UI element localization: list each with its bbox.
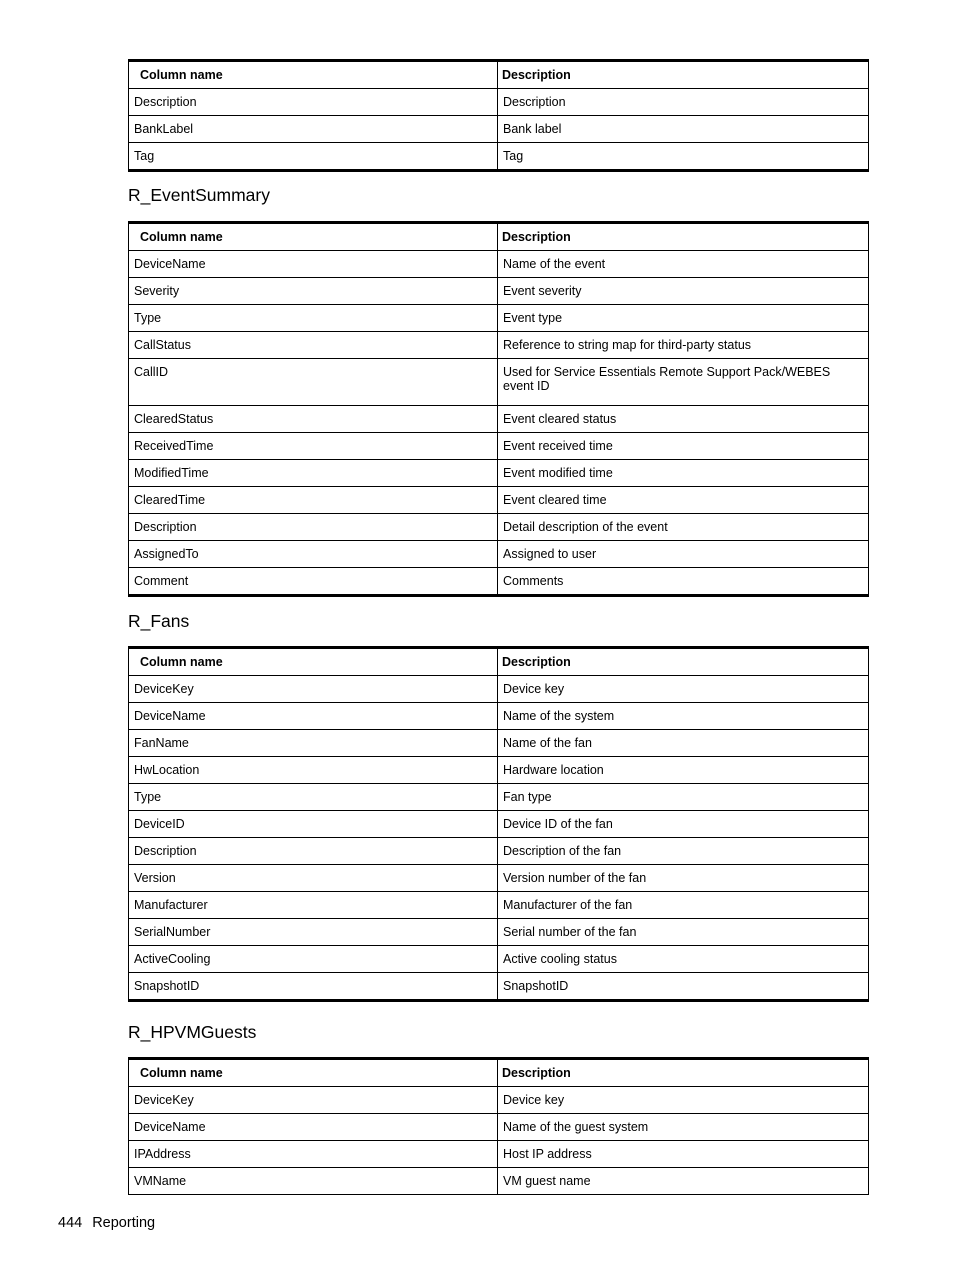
table-row [129, 946, 869, 973]
hpvm-guests-table [128, 1057, 869, 1195]
column-name-cell: Type [129, 305, 498, 332]
column-name-header: Column name [129, 223, 498, 251]
table-header-row [129, 1059, 869, 1087]
column-name-cell: CallStatus [129, 332, 498, 359]
table-header-row [129, 648, 869, 676]
description-cell: Host IP address [498, 1141, 869, 1168]
column-name-cell: CallID [129, 359, 498, 406]
table-row [129, 757, 869, 784]
description-cell: Active cooling status [498, 946, 869, 973]
table-row [129, 730, 869, 757]
column-name-cell: ClearedTime [129, 487, 498, 514]
table-row [129, 1141, 869, 1168]
column-name-cell: Severity [129, 278, 498, 305]
description-cell: Event cleared time [498, 487, 869, 514]
column-name-cell: FanName [129, 730, 498, 757]
table-row [129, 278, 869, 305]
description-header: Description [498, 648, 869, 676]
description-cell: Description of the fan [498, 838, 869, 865]
table-row [129, 143, 869, 171]
description-cell: Device key [498, 676, 869, 703]
description-cell: Event type [498, 305, 869, 332]
description-cell: Serial number of the fan [498, 919, 869, 946]
section-heading-hpvm-guests: R_HPVMGuests [128, 1022, 257, 1042]
description-header: Description [498, 61, 869, 89]
column-name-cell: ReceivedTime [129, 433, 498, 460]
description-cell: Device key [498, 1087, 869, 1114]
table-row [129, 406, 869, 433]
description-cell: VM guest name [498, 1168, 869, 1195]
table-row [129, 332, 869, 359]
description-cell: Bank label [498, 116, 869, 143]
table-row [129, 514, 869, 541]
table-row [129, 838, 869, 865]
table-row [129, 116, 869, 143]
description-header: Description [498, 223, 869, 251]
description-cell: Name of the event [498, 251, 869, 278]
description-cell: Version number of the fan [498, 865, 869, 892]
column-name-cell: Description [129, 838, 498, 865]
description-cell: Hardware location [498, 757, 869, 784]
table-row [129, 973, 869, 1001]
description-cell: Name of the guest system [498, 1114, 869, 1141]
table-row [129, 541, 869, 568]
description-cell: Event cleared status [498, 406, 869, 433]
column-name-cell: Tag [129, 143, 498, 171]
table-header-row [129, 61, 869, 89]
column-name-cell: Manufacturer [129, 892, 498, 919]
footer-section-title: Reporting [92, 1215, 156, 1231]
description-cell: Event modified time [498, 460, 869, 487]
table-row [129, 359, 869, 406]
column-name-cell: Type [129, 784, 498, 811]
column-name-cell: HwLocation [129, 757, 498, 784]
table-row [129, 251, 869, 278]
column-name-cell: Comment [129, 568, 498, 596]
table-row [129, 784, 869, 811]
description-cell: Manufacturer of the fan [498, 892, 869, 919]
page-footer [58, 1215, 165, 1231]
page-number: 444 [58, 1215, 83, 1231]
description-header: Description [498, 1059, 869, 1087]
table-row [129, 865, 869, 892]
table-row [129, 89, 869, 116]
table-row [129, 919, 869, 946]
table-row [129, 1168, 869, 1195]
table-row [129, 568, 869, 596]
description-cell: Tag [498, 143, 869, 171]
table-header-row [129, 223, 869, 251]
column-name-cell: BankLabel [129, 116, 498, 143]
description-cell: Assigned to user [498, 541, 869, 568]
table-row [129, 1114, 869, 1141]
description-cell: Comments [498, 568, 869, 596]
column-name-cell: DeviceName [129, 703, 498, 730]
description-cell: Name of the system [498, 703, 869, 730]
description-cell: Fan type [498, 784, 869, 811]
column-name-cell: ModifiedTime [129, 460, 498, 487]
table-row [129, 811, 869, 838]
column-name-cell: Description [129, 89, 498, 116]
table-row [129, 892, 869, 919]
description-cell: Name of the fan [498, 730, 869, 757]
table-continued [128, 59, 869, 172]
column-name-cell: DeviceKey [129, 676, 498, 703]
table-row [129, 1087, 869, 1114]
column-name-cell: Description [129, 514, 498, 541]
column-name-cell: SerialNumber [129, 919, 498, 946]
column-name-cell: Version [129, 865, 498, 892]
column-name-cell: VMName [129, 1168, 498, 1195]
column-name-header: Column name [129, 648, 498, 676]
column-name-cell: ClearedStatus [129, 406, 498, 433]
column-name-cell: IPAddress [129, 1141, 498, 1168]
description-cell: Device ID of the fan [498, 811, 869, 838]
table-row [129, 487, 869, 514]
description-cell: Reference to string map for third-party status [498, 332, 869, 359]
table-row [129, 433, 869, 460]
description-cell: Event received time [498, 433, 869, 460]
column-name-cell: SnapshotID [129, 973, 498, 1001]
column-name-header: Column name [129, 1059, 498, 1087]
table-row [129, 703, 869, 730]
description-cell: Detail description of the event [498, 514, 869, 541]
event-summary-table [128, 221, 869, 597]
column-name-cell: DeviceName [129, 1114, 498, 1141]
column-name-cell: DeviceName [129, 251, 498, 278]
section-heading-fans: R_Fans [128, 611, 190, 631]
column-name-cell: ActiveCooling [129, 946, 498, 973]
description-cell: Description [498, 89, 869, 116]
description-cell: Used for Service Essentials Remote Support Pack/WEBES event ID [498, 359, 869, 406]
column-name-cell: DeviceID [129, 811, 498, 838]
description-cell: SnapshotID [498, 973, 869, 1001]
table-row [129, 305, 869, 332]
table-row [129, 460, 869, 487]
column-name-cell: AssignedTo [129, 541, 498, 568]
column-name-cell: DeviceKey [129, 1087, 498, 1114]
column-name-header: Column name [129, 61, 498, 89]
description-cell: Event severity [498, 278, 869, 305]
fans-table [128, 646, 869, 1002]
table-row [129, 676, 869, 703]
section-heading-event-summary: R_EventSummary [128, 185, 270, 205]
